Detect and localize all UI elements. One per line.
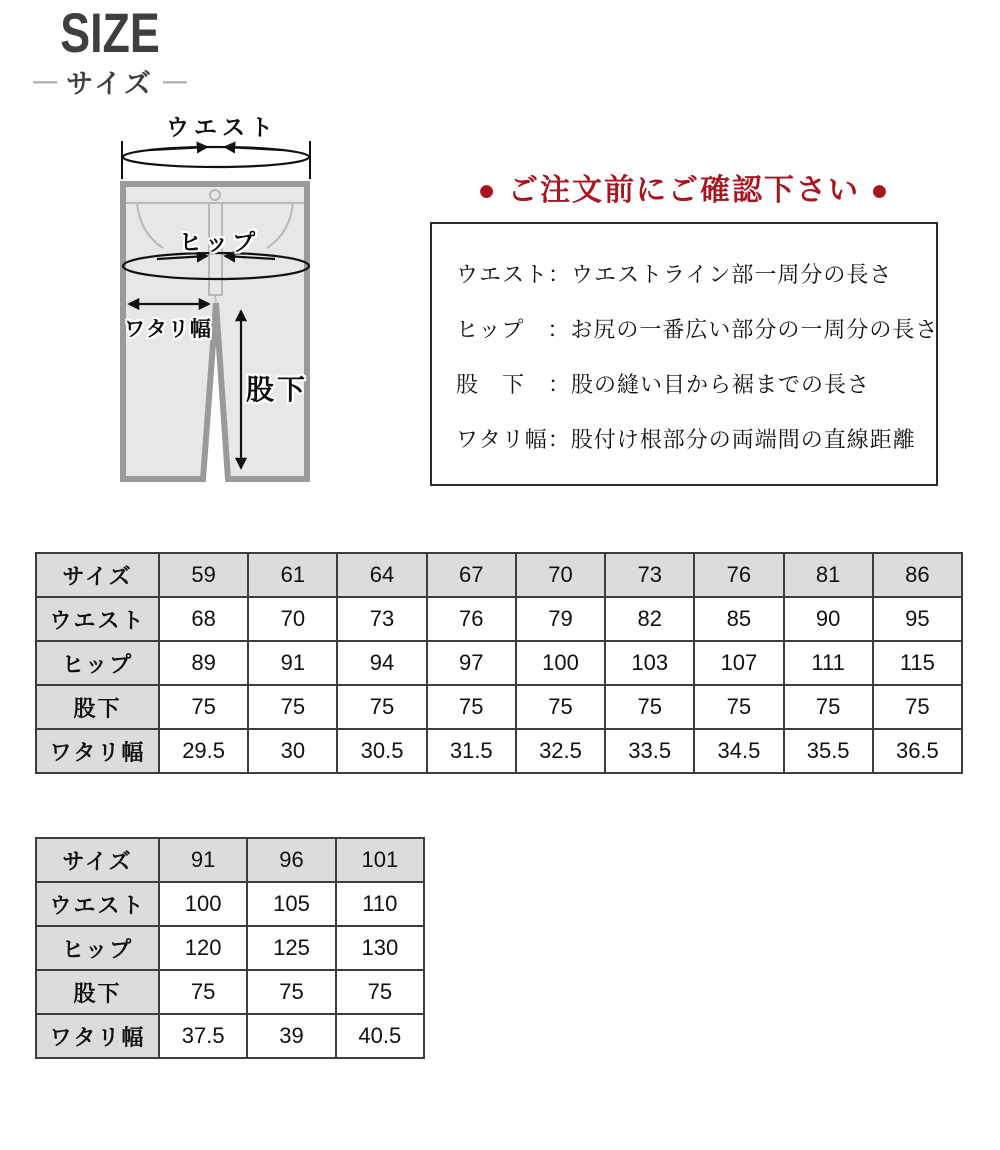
table-row (36, 1014, 424, 1058)
row-label-cell: ウエスト (36, 597, 159, 641)
value-cell: 68 (159, 597, 248, 641)
size-header-cell: 67 (427, 553, 516, 597)
size-header-cell: 91 (159, 838, 247, 882)
size-header-cell: 59 (159, 553, 248, 597)
waist-arrow-left (150, 147, 207, 150)
notice-line-inseam: 股 下 ：股の縫い目から裾までの長さ (456, 372, 871, 397)
value-cell: 75 (694, 685, 783, 729)
table-row (36, 729, 962, 773)
table-header-row (36, 838, 424, 882)
button-detail (210, 190, 220, 200)
table-row (36, 970, 424, 1014)
value-cell: 75 (337, 685, 426, 729)
value-cell: 100 (159, 882, 247, 926)
row-label-cell: ヒップ (36, 926, 159, 970)
value-cell: 32.5 (516, 729, 605, 773)
size-header-cell: 76 (694, 553, 783, 597)
pants-measurement-diagram (95, 105, 345, 525)
value-cell: 111 (784, 641, 873, 685)
size-header-cell: 86 (873, 553, 962, 597)
inseam-diagram-label: 股下 (245, 374, 309, 405)
value-cell: 30.5 (337, 729, 426, 773)
row-label-cell: ワタリ幅 (36, 729, 159, 773)
title-dash-left: — (33, 67, 58, 95)
page-title-en: SIZE (60, 1, 160, 64)
value-cell: 115 (873, 641, 962, 685)
value-cell: 40.5 (336, 1014, 424, 1058)
corner-header-cell: サイズ (36, 838, 159, 882)
value-cell: 31.5 (427, 729, 516, 773)
table-row (36, 641, 962, 685)
value-cell: 100 (516, 641, 605, 685)
size-header-cell: 96 (247, 838, 335, 882)
value-cell: 82 (605, 597, 694, 641)
row-label-cell: ワタリ幅 (36, 1014, 159, 1058)
value-cell: 75 (336, 970, 424, 1014)
value-cell: 75 (605, 685, 694, 729)
value-cell: 120 (159, 926, 247, 970)
waist-diagram-label: ウエスト (166, 114, 278, 140)
size-table-large (35, 837, 425, 1059)
value-cell: 29.5 (159, 729, 248, 773)
size-header-cell: 64 (337, 553, 426, 597)
table-header-row (36, 553, 962, 597)
notice-line-waist: ウエスト：ウエストライン部一周分の長さ (456, 262, 893, 287)
size-header-cell: 61 (248, 553, 337, 597)
page-title (30, 1, 190, 101)
notice-title: ● ご注文前にご確認下さい ● (477, 174, 891, 207)
value-cell: 75 (784, 685, 873, 729)
value-cell: 37.5 (159, 1014, 247, 1058)
fly-seam-line (215, 295, 216, 302)
value-cell: 70 (248, 597, 337, 641)
hip-diagram-label: ヒップ (178, 229, 260, 255)
value-cell: 105 (247, 882, 335, 926)
title-dash-right: — (162, 67, 187, 95)
value-cell: 91 (248, 641, 337, 685)
notice-box (430, 222, 938, 486)
row-label-cell: ウエスト (36, 882, 159, 926)
value-cell: 75 (873, 685, 962, 729)
size-table-main (35, 552, 963, 774)
table-row (36, 926, 424, 970)
size-header-cell: 70 (516, 553, 605, 597)
table-row (36, 597, 962, 641)
waist-arrow-right (225, 147, 282, 150)
value-cell: 107 (694, 641, 783, 685)
pre-order-notice (430, 165, 938, 486)
notice-line-hip: ヒップ ：お尻の一番広い部分の一周分の長さ (456, 317, 939, 342)
value-cell: 75 (248, 685, 337, 729)
value-cell: 75 (427, 685, 516, 729)
value-cell: 89 (159, 641, 248, 685)
value-cell: 95 (873, 597, 962, 641)
watari-diagram-label: ワタリ幅 (124, 318, 212, 341)
table-row (36, 685, 962, 729)
value-cell: 75 (247, 970, 335, 1014)
value-cell: 110 (336, 882, 424, 926)
value-cell: 94 (337, 641, 426, 685)
value-cell: 85 (694, 597, 783, 641)
table-row (36, 882, 424, 926)
row-label-cell: 股下 (36, 685, 159, 729)
row-label-cell: 股下 (36, 970, 159, 1014)
size-header-cell: 101 (336, 838, 424, 882)
value-cell: 73 (337, 597, 426, 641)
value-cell: 36.5 (873, 729, 962, 773)
value-cell: 97 (427, 641, 516, 685)
value-cell: 125 (247, 926, 335, 970)
value-cell: 75 (516, 685, 605, 729)
size-header-cell: 81 (784, 553, 873, 597)
corner-header-cell: サイズ (36, 553, 159, 597)
value-cell: 35.5 (784, 729, 873, 773)
value-cell: 75 (159, 970, 247, 1014)
value-cell: 39 (247, 1014, 335, 1058)
page-subtitle-row (30, 62, 190, 101)
value-cell: 76 (427, 597, 516, 641)
page-title-ja: サイズ (66, 69, 154, 99)
row-label-cell: ヒップ (36, 641, 159, 685)
value-cell: 103 (605, 641, 694, 685)
notice-line-watari: ワタリ幅：股付け根部分の両端間の直線距離 (456, 427, 916, 452)
value-cell: 130 (336, 926, 424, 970)
size-header-cell: 73 (605, 553, 694, 597)
value-cell: 34.5 (694, 729, 783, 773)
value-cell: 33.5 (605, 729, 694, 773)
value-cell: 75 (159, 685, 248, 729)
value-cell: 30 (248, 729, 337, 773)
value-cell: 90 (784, 597, 873, 641)
value-cell: 79 (516, 597, 605, 641)
